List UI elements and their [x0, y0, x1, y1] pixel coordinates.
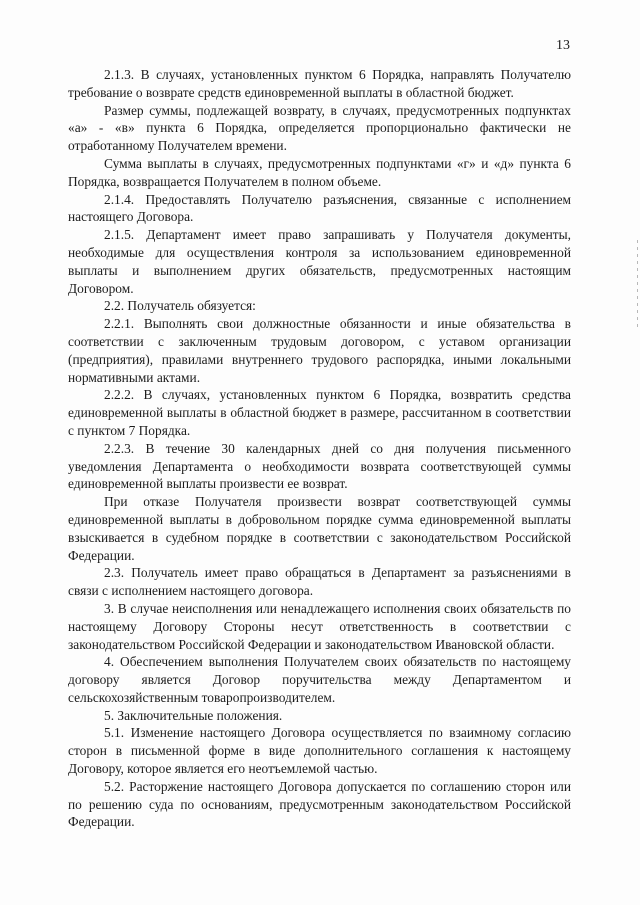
paragraph-4: 4. Обеспечением выполнения Получателем своих обязательств по настоящему договору является Договор поручительства между Департаментом и сельскохозяйственным товаропроизводителем. — [68, 654, 571, 705]
paragraph-2-2: 2.2. Получатель обязуется: — [104, 298, 256, 314]
paragraph-2-2-3: 2.2.3. В течение 30 календарных дней со дня получения письменного уведомления Департамента о необходимости возврата соответствующей суммы единовременной выплаты произвести ее возврат. — [68, 440, 571, 492]
paragraph-5-2: 5.2. Расторжение настоящего Договора допускается по соглашению сторон или по решению суда по основаниям, предусмотренным законодательством Российской Федерации. — [68, 778, 571, 830]
paragraph-2-1-3: 2.1.3. В случаях, установленных пунктом 6 Порядка, направлять Получателю требование о возврате средств единовременной выплаты в областной бюджет. — [68, 67, 571, 100]
paragraph-2-1-5: 2.1.5. Департамент имеет право запрашивать у Получателя документы, необходимые для осуществления контроля за использованием единовременной выплаты и выполнением других обязательств, предусмотренных настоящим Договором. — [68, 227, 571, 296]
paragraph-5: 5. Заключительные положения. — [104, 707, 283, 723]
paragraph-refusal: При отказе Получателя произвести возврат соответствующей суммы единовременной выплаты в добровольном порядке сумма единовременной выплаты взыскивается в судебном порядке в соответствии с законодательством Российской Федерации. — [68, 494, 571, 563]
paragraph-3: 3. В случае неисполнения или ненадлежащего исполнения своих обязательств по настоящему Договору Стороны несут ответственность в соответствии с законодательством Российской Федерации и законодательством Ивановской области. — [68, 600, 571, 652]
paragraph-2-2-1: 2.2.1. Выполнять свои должностные обязанности и иные обязательства в соответствии с заключенным трудовым договором, с уставом организации (предприятия), правилами внутреннего трудового распорядка, иными локальными нормативными актами. — [68, 316, 571, 385]
paragraph-refund-amount: Размер суммы, подлежащей возврату, в случаях, предусмотренных подпунктах «а» - «в» пункта 6 Порядка, определяется пропорционально фактически не отработанному Получателем времени. — [68, 102, 571, 154]
document-body — [68, 66, 571, 831]
paragraph-5-1: 5.1. Изменение настоящего Договора осуществляется по взаимному согласию сторон в письменной форме в виде дополнительного соглашения к настоящему Договору, которое является его неотъемлемой частью. — [68, 725, 571, 777]
paragraph-2-1-4: 2.1.4. Предоставлять Получателю разъяснения, связанные с исполнением настоящего Договора. — [68, 191, 571, 225]
page-number: 13 — [556, 38, 570, 53]
paragraph-2-3: 2.3. Получатель имеет право обращаться в Департамент за разъяснениями в связи с исполнением настоящего договора. — [68, 565, 571, 599]
scan-edge-mark — [637, 240, 638, 330]
paragraph-full-refund: Сумма выплаты в случаях, предусмотренных подпунктами «г» и «д» пункта 6 Порядка, возвращается Получателем в полном объеме. — [68, 155, 571, 189]
paragraph-2-2-2: 2.2.2. В случаях, установленных пунктом 6 Порядка, возвратить средства единовременной выплаты в областной бюджет в размере, рассчитанном в соответствии с пунктом 7 Порядка. — [68, 387, 571, 438]
